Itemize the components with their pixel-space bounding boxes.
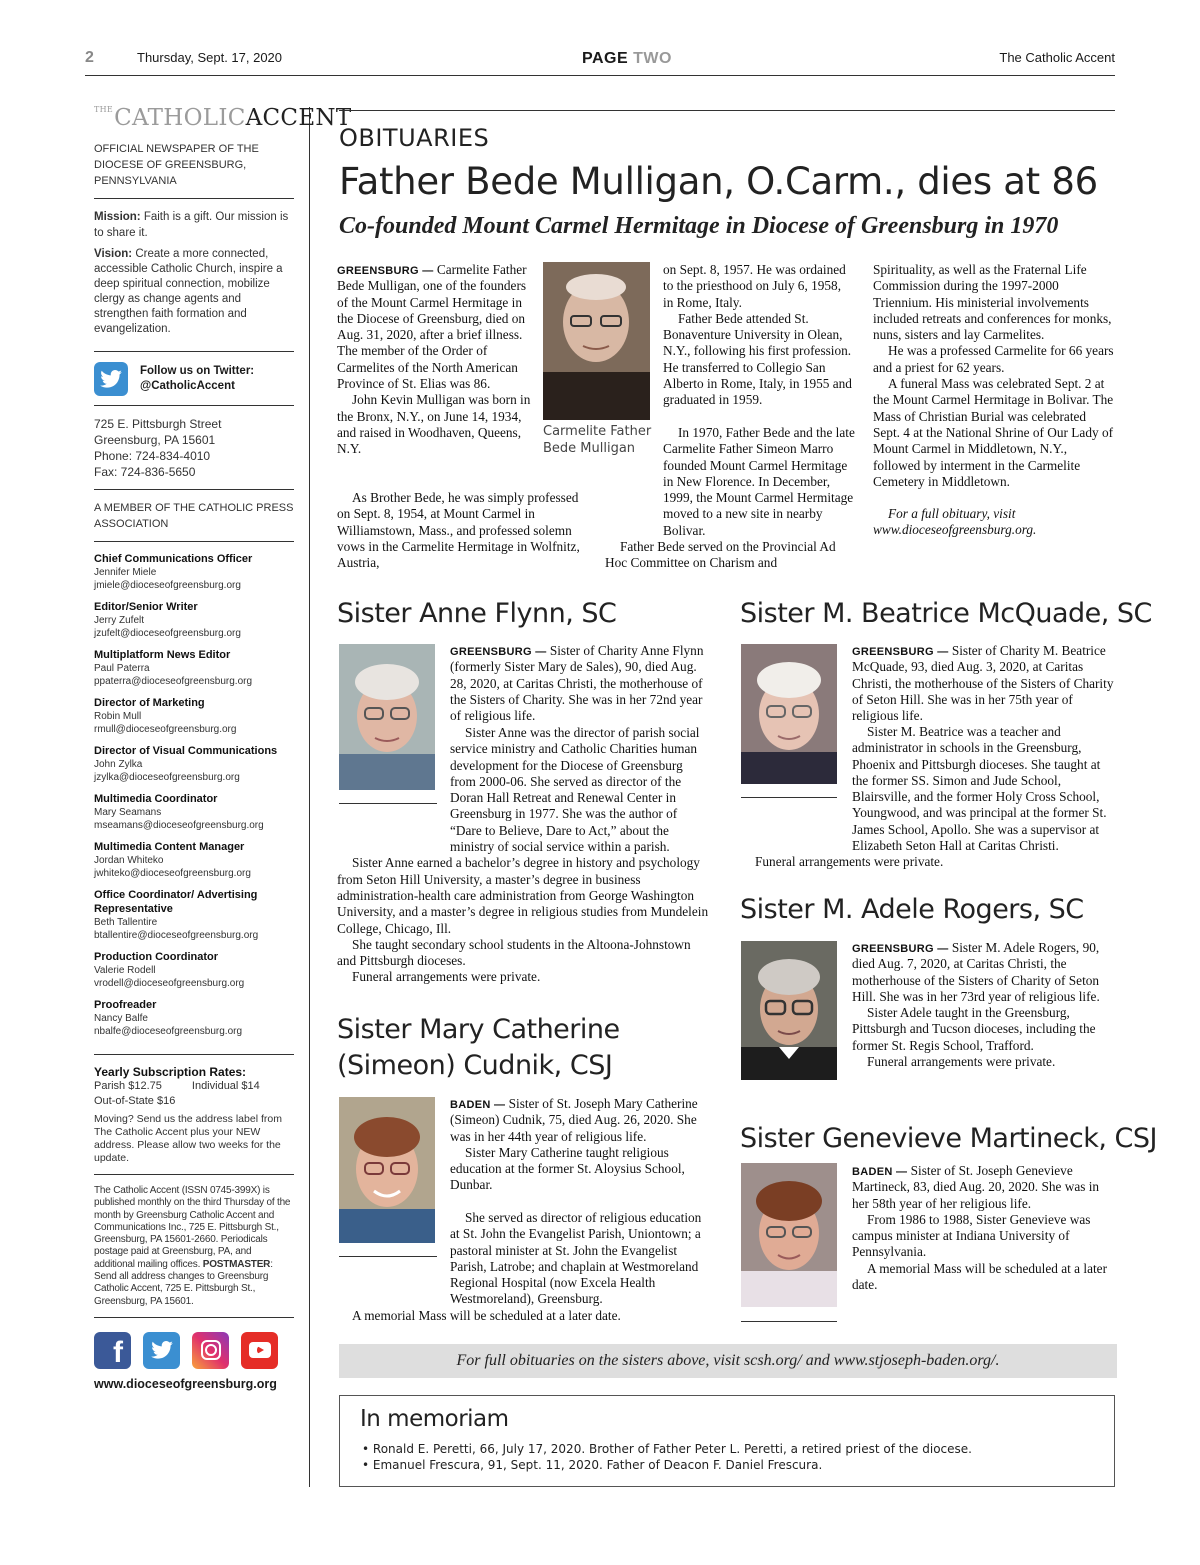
staff-title: Director of Visual Communications <box>94 745 278 757</box>
staff-name: Paul Paterra <box>94 663 150 674</box>
obit-mcquade-top <box>852 643 1115 724</box>
obit-paragraph <box>852 643 1115 724</box>
obit-paragraph <box>450 1096 710 1145</box>
sister-rogers-photo <box>741 941 837 1080</box>
lead-column-2 <box>663 262 853 409</box>
staff-name: Nancy Balfe <box>94 1013 148 1024</box>
obit-cudnik-body <box>337 1210 710 1324</box>
logo-catholic: CATHOLIC <box>114 105 246 131</box>
staff-name: Beth Tallentire <box>94 917 158 928</box>
lead-column-1 <box>337 262 537 458</box>
main-subhead: Co-founded Mount Carmel Hermitage in Diocese of Greensburg in 1970 <box>339 213 1059 239</box>
office-address <box>94 416 294 480</box>
staff-list <box>94 552 294 1038</box>
obit-rogers-body <box>852 940 1115 1070</box>
staff-title: Editor/Senior Writer <box>94 601 198 613</box>
staff-name: Jennifer Miele <box>94 567 157 578</box>
obit-text: Sister M. Adele Rogers, 90, died Aug. 7, 2020, at Caritas Christi, the motherhouse of the Sisters of Charity of Seton Hill. She was in her 73rd year of religious life. <box>852 940 1100 1004</box>
obit-paragraph: Sister Mary Catherine taught religious education at the former St. Aloysius School, Dunbar. <box>450 1144 685 1193</box>
obit-paragraph <box>852 1163 1115 1212</box>
lead-paragraph: Father Bede attended St. Bonaventure University in Olean, N.Y., following his first profession. He transferred to Collegio San Alberto in Rome, Italy, in 1955 and graduated in 1959. <box>663 310 852 408</box>
subscription-rates <box>94 1065 294 1165</box>
staff-email[interactable]: nbalfe@dioceseofgreensburg.org <box>94 1026 243 1037</box>
sub-out-of-state: Out-of-State $16 <box>94 1095 176 1107</box>
vision-text: Create a more connected, accessible Catholic Church, inspire a deep spiritual connection, mobilize clergy as change agents and strengthen faith formation and evangelization. <box>94 248 283 335</box>
staff-name: Jerry Zufelt <box>94 615 145 626</box>
staff-name: Robin Mull <box>94 711 142 722</box>
lead-column-1-bottom <box>337 490 582 571</box>
lead-text: Carmelite Father Bede Mulligan, one of the founders of the Mount Carmel Hermitage in the Diocese of Greensburg, died on Aug. 31, 2020, after a brief illness. The member of the Order of Carmelites of the North American Province of St. Elias was 86. <box>337 262 527 392</box>
section-top-rule <box>339 110 1115 111</box>
obit-name-mcquade: Sister M. Beatrice McQuade, SC <box>740 598 1152 629</box>
lead-paragraph: Spirituality, as well as the Fraternal Life Commission during the 1997-2000 Triennium. His ministerial involvements included retreats and conferences for monks, nuns, sisters and lay Carmelites. <box>873 262 1112 343</box>
staff-entry <box>94 998 294 1038</box>
dateline: BADEN — <box>450 1099 506 1111</box>
dateline: GREENSBURG — <box>450 646 547 658</box>
staff-entry <box>94 552 294 592</box>
staff-title: Proofreader <box>94 999 157 1011</box>
dateline: GREENSBURG — <box>852 943 949 955</box>
dateline: GREENSBURG — <box>337 265 434 277</box>
obit-martineck-top <box>852 1163 1115 1293</box>
divider <box>94 541 294 542</box>
divider <box>94 1054 294 1055</box>
staff-email[interactable]: rmull@dioceseofgreensburg.org <box>94 724 237 735</box>
divider <box>94 489 294 490</box>
sub-parish: Parish $12.75 <box>94 1080 162 1092</box>
vision-statement <box>94 247 294 337</box>
staff-title: Director of Marketing <box>94 697 205 709</box>
moving-note: Moving? Send us the address label from The Catholic Accent plus your NEW address. Please allow two weeks for the update. <box>94 1113 282 1164</box>
staff-entry <box>94 888 294 942</box>
address-street: 725 E. Pittsburgh Street <box>94 417 222 431</box>
lead-paragraph: John Kevin Mulligan was born in the Bronx, N.Y., on June 14, 1934, and raised in Woodhaven, Queens, N.Y. <box>337 392 531 457</box>
divider <box>94 351 294 352</box>
statement-text: The Catholic Accent (ISSN 0745-399X) is published monthly on the third Thursday of the month by Greensburg Catholic Accent and Communications Inc., 725 E. Pittsburgh St., Greensburg, PA 15601-2660. Periodicals postage paid at Greensburg, PA, and additional mailing offices. <box>94 1185 291 1270</box>
staff-entry <box>94 950 294 990</box>
instagram-icon[interactable] <box>192 1332 229 1369</box>
staff-entry <box>94 840 294 880</box>
obit-paragraph: Funeral arrangements were private. <box>755 854 944 870</box>
staff-name: Mary Seamans <box>94 807 162 818</box>
staff-title: Multimedia Coordinator <box>94 793 218 805</box>
staff-email[interactable]: jzufelt@dioceseofgreensburg.org <box>94 628 241 639</box>
logo-accent: ACCENT <box>245 105 352 131</box>
issue-date: Thursday, Sept. 17, 2020 <box>137 50 283 65</box>
obit-paragraph: Funeral arrangements were private. <box>352 969 541 985</box>
obit-flynn-top <box>450 643 710 724</box>
masthead-sidebar <box>94 105 352 1391</box>
staff-name: John Zylka <box>94 759 143 770</box>
obit-paragraph <box>852 940 1115 1005</box>
obit-name-cudnik <box>337 1012 620 1084</box>
vision-label: Vision: <box>94 248 133 260</box>
twitter-icon[interactable] <box>94 362 128 396</box>
lead-column-2-bottom <box>605 425 855 572</box>
divider <box>94 198 294 199</box>
memoriam-item: • Ronald E. Peretti, 66, July 17, 2020. Brother of Father Peter L. Peretti, a retired priest of the diocese. <box>362 1441 972 1457</box>
staff-email[interactable]: vrodell@dioceseofgreensburg.org <box>94 978 245 989</box>
logo-the: THE <box>94 105 114 114</box>
obit-cudnik-top <box>450 1096 710 1194</box>
obit-paragraph: Sister Anne earned a bachelor’s degree in history and psychology from Seton Hill University, a master’s degree in business administration-health care administration from George Washington University, and a master’s degree in religious studies from Mundelein College, Chicago, Ill. <box>337 855 709 936</box>
obit-paragraph: She taught secondary school students in the Altoona-Johnstown and Pittsburgh dioceses. <box>337 936 691 969</box>
staff-title: Multiplatform News Editor <box>94 649 231 661</box>
twitter-line1: Follow us on Twitter: <box>140 365 255 377</box>
staff-entry <box>94 744 294 784</box>
divider <box>94 405 294 406</box>
obit-paragraph: Funeral arrangements were private. <box>867 1054 1056 1070</box>
obit-paragraph <box>450 643 710 724</box>
memoriam-item: • Emanuel Frescura, 91, Sept. 11, 2020. Father of Deacon F. Daniel Frescura. <box>362 1457 972 1473</box>
social-links <box>94 1332 294 1369</box>
memoriam-list <box>362 1441 972 1473</box>
obit-text: Sister of Charity M. Beatrice McQuade, 93, died Aug. 3, 2020, at Caritas Christi, the motherhouse of the Sisters of Charity of Seton Hill. She was in her 75th year of religious life. <box>852 643 1114 724</box>
divider <box>94 1174 294 1175</box>
full-obit-note: For a full obituary, visit www.dioceseofgreensburg.org. <box>873 506 1037 538</box>
dateline: BADEN — <box>852 1166 908 1178</box>
subscription-prices <box>94 1079 294 1094</box>
lead-column-3 <box>873 262 1115 539</box>
father-bede-photo <box>543 262 650 420</box>
staff-email[interactable]: jmiele@dioceseofgreensburg.org <box>94 580 241 591</box>
staff-title: Multimedia Content Manager <box>94 841 245 853</box>
section-label: OBITUARIES <box>339 124 490 152</box>
lead-paragraph: A funeral Mass was celebrated Sept. 2 at the Mount Carmel Hermitage in Bolivar. The Mass of Christian Burial was celebrated Sept. 4 at the National Shrine of Our Lady of Mount Carmel in Middletown, N.Y., followed by interment in the Carmelite Cemetery in Middletown. <box>873 376 1114 489</box>
memoriam-title: In memoriam <box>360 1406 509 1432</box>
obit-paragraph: Sister Anne was the director of parish social service ministry and Catholic Charities human development for the Diocese of Greensburg from 2000-06. She served as director of the Doran Hall Retreat and Renewal Center in Greensburg in 1977. She was the author of “Dare to Believe, Dare to Act,” about the ministry of social service within a parish. <box>450 725 700 855</box>
in-memoriam-box <box>339 1395 1115 1487</box>
twitter-handle: @CatholicAccent <box>140 380 235 392</box>
divider <box>94 1317 294 1318</box>
obit-paragraph: Sister M. Beatrice was a teacher and administrator in schools in the Greensburg, Phoenix and Pittsburgh dioceses. She taught at the former SS. Simon and Jude School, Blairsville, and the former Holy Cross School, Youngwood, and was principal at the former St. James School, Apollo. She was a supervisor at Elizabeth Seton Hall at Caritas Christi. <box>852 724 1107 854</box>
twitter-follow[interactable] <box>94 362 294 396</box>
obit-mcquade-body <box>740 724 1115 871</box>
staff-email[interactable]: jzylka@dioceseofgreensburg.org <box>94 772 240 783</box>
staff-email[interactable]: jwhiteko@dioceseofgreensburg.org <box>94 868 251 879</box>
page-label <box>582 50 672 68</box>
website-link[interactable]: www.dioceseofgreensburg.org <box>94 1376 277 1391</box>
full-obituaries-note: For full obituaries on the sisters above, visit scsh.org/ and www.stjoseph-baden.org/. <box>339 1344 1117 1378</box>
obit-name-martineck: Sister Genevieve Martineck, CSJ <box>740 1123 1157 1154</box>
lead-paragraph: He was a professed Carmelite for 66 years and a priest for 62 years. <box>873 343 1114 375</box>
obit-text: Sister of St. Joseph Mary Catherine (Simeon) Cudnik, 75, died Aug. 26, 2020. She was in her 44th year of religious life. <box>450 1096 698 1144</box>
staff-email[interactable]: btallentire@dioceseofgreensburg.org <box>94 930 259 941</box>
twitter-icon[interactable] <box>143 1332 180 1369</box>
mission-label: Mission: <box>94 211 141 223</box>
sidebar-divider <box>309 107 310 1487</box>
statement-postmaster: POSTMASTER <box>202 1258 271 1270</box>
staff-name: Valerie Rodell <box>94 965 156 976</box>
staff-entry <box>94 696 294 736</box>
staff-email[interactable]: ppaterra@dioceseofgreensburg.org <box>94 676 253 687</box>
obit-flynn-body <box>337 725 710 986</box>
staff-entry <box>94 600 294 640</box>
publication-statement <box>94 1185 294 1308</box>
staff-name: Jordan Whiteko <box>94 855 164 866</box>
address-fax: Fax: 724-836-5650 <box>94 465 196 479</box>
obit-paragraph: She served as director of religious education at St. John the Evangelist Parish, Uniontown; a pastoral minister at St. John the Evangelist Parish, Latrobe; and chaplain at Westmoreland Regional Hospital (now Excela Health Westmoreland), Greensburg. <box>450 1210 702 1307</box>
lead-paragraph: Father Bede served on the Provincial Ad Hoc Committee on Charism and <box>605 539 836 571</box>
masthead-tagline: OFFICIAL NEWSPAPER OF THE DIOCESE OF GREENSBURG, PENNSYLVANIA <box>94 143 259 187</box>
staff-entry <box>94 792 294 832</box>
photo-rule <box>741 1321 837 1322</box>
youtube-icon[interactable] <box>241 1332 278 1369</box>
staff-email[interactable]: mseamans@dioceseofgreensburg.org <box>94 820 264 831</box>
obit-text: Sister of Charity Anne Flynn (formerly Sister Mary de Sales), 90, died Aug. 28, 2020, at Caritas Christi, the motherhouse of the Sisters of Charity. She was in her 72nd year of religious life. <box>450 643 704 724</box>
lead-paragraph: on Sept. 8, 1957. He was ordained to the priesthood on July 6, 1958, in Rome, Italy. <box>663 262 846 310</box>
obit-paragraph: A memorial Mass will be scheduled at a later date. <box>352 1307 621 1323</box>
obit-text: Sister of St. Joseph Genevieve Martineck, 83, died Aug. 20, 2020. She was in her 58th year of her religious life. <box>852 1163 1100 1211</box>
mission-text: Faith is a gift. Our mission is to share it. <box>94 211 289 239</box>
staff-entry <box>94 648 294 688</box>
header-rule <box>85 75 1115 76</box>
cpa-member: A MEMBER OF THE CATHOLIC PRESS ASSOCIATION <box>94 502 294 530</box>
photo-caption: Carmelite Father Bede Mulligan <box>543 424 652 456</box>
address-phone: Phone: 724-834-4010 <box>94 449 211 463</box>
facebook-icon[interactable]: f <box>94 1332 131 1369</box>
lead-paragraph <box>337 262 537 392</box>
sub-individual: Individual $14 <box>191 1080 260 1092</box>
staff-title: Production Coordinator <box>94 951 219 963</box>
staff-title: Chief Communications Officer <box>94 553 253 565</box>
page-label-light: TWO <box>633 50 672 67</box>
obit-paragraph: From 1986 to 1988, Sister Genevieve was campus minister at Indiana University of Pennsylvania. <box>852 1211 1091 1260</box>
twitter-text <box>140 364 254 394</box>
sister-martineck-photo <box>741 1163 837 1307</box>
obit-paragraph: Sister Adele taught in the Greensburg, Pittsburgh and Tucson dioceses, including the former St. Regis School, Trafford. <box>852 1005 1096 1053</box>
statement-text-end: : Send all address changes to Greensburg Catholic Accent, 725 E. Pittsburgh St., Greensburg, PA 15601. <box>94 1258 273 1307</box>
mission-statement <box>94 209 294 241</box>
dateline: GREENSBURG — <box>852 646 949 658</box>
page-number: 2 <box>85 49 94 66</box>
obit-paragraph: A memorial Mass will be scheduled at a later date. <box>852 1260 1108 1293</box>
publication-name: The Catholic Accent <box>999 50 1115 65</box>
address-city: Greensburg, PA 15601 <box>94 433 216 447</box>
obit-name-line: (Simeon) Cudnik, CSJ <box>337 1050 613 1081</box>
lead-paragraph: As Brother Bede, he was simply professed on Sept. 8, 1954, at Mount Carmel in Williamstown, Mass., and professed solemn vows in the Carmelite Hermitage in Wolfnitz, Austria, <box>337 490 580 571</box>
main-headline: Father Bede Mulligan, O.Carm., dies at 86 <box>339 160 1098 203</box>
lead-paragraph: In 1970, Father Bede and the late Carmelite Father Simeon Marro founded Mount Carmel Hermitage in New Florence. In December, 1999, the Mount Carmel Hermitage moved to a new site in nearby Bolivar. <box>663 425 855 538</box>
obit-name-line: Sister Mary Catherine <box>337 1014 620 1045</box>
obit-name-rogers: Sister M. Adele Rogers, SC <box>740 894 1084 925</box>
subscription-title: Yearly Subscription Rates: <box>94 1065 247 1079</box>
staff-title: Office Coordinator/ Advertising Representative <box>94 889 258 915</box>
obit-name-flynn: Sister Anne Flynn, SC <box>337 598 617 629</box>
publication-logo <box>94 105 352 131</box>
page-label-bold: PAGE <box>582 50 629 67</box>
